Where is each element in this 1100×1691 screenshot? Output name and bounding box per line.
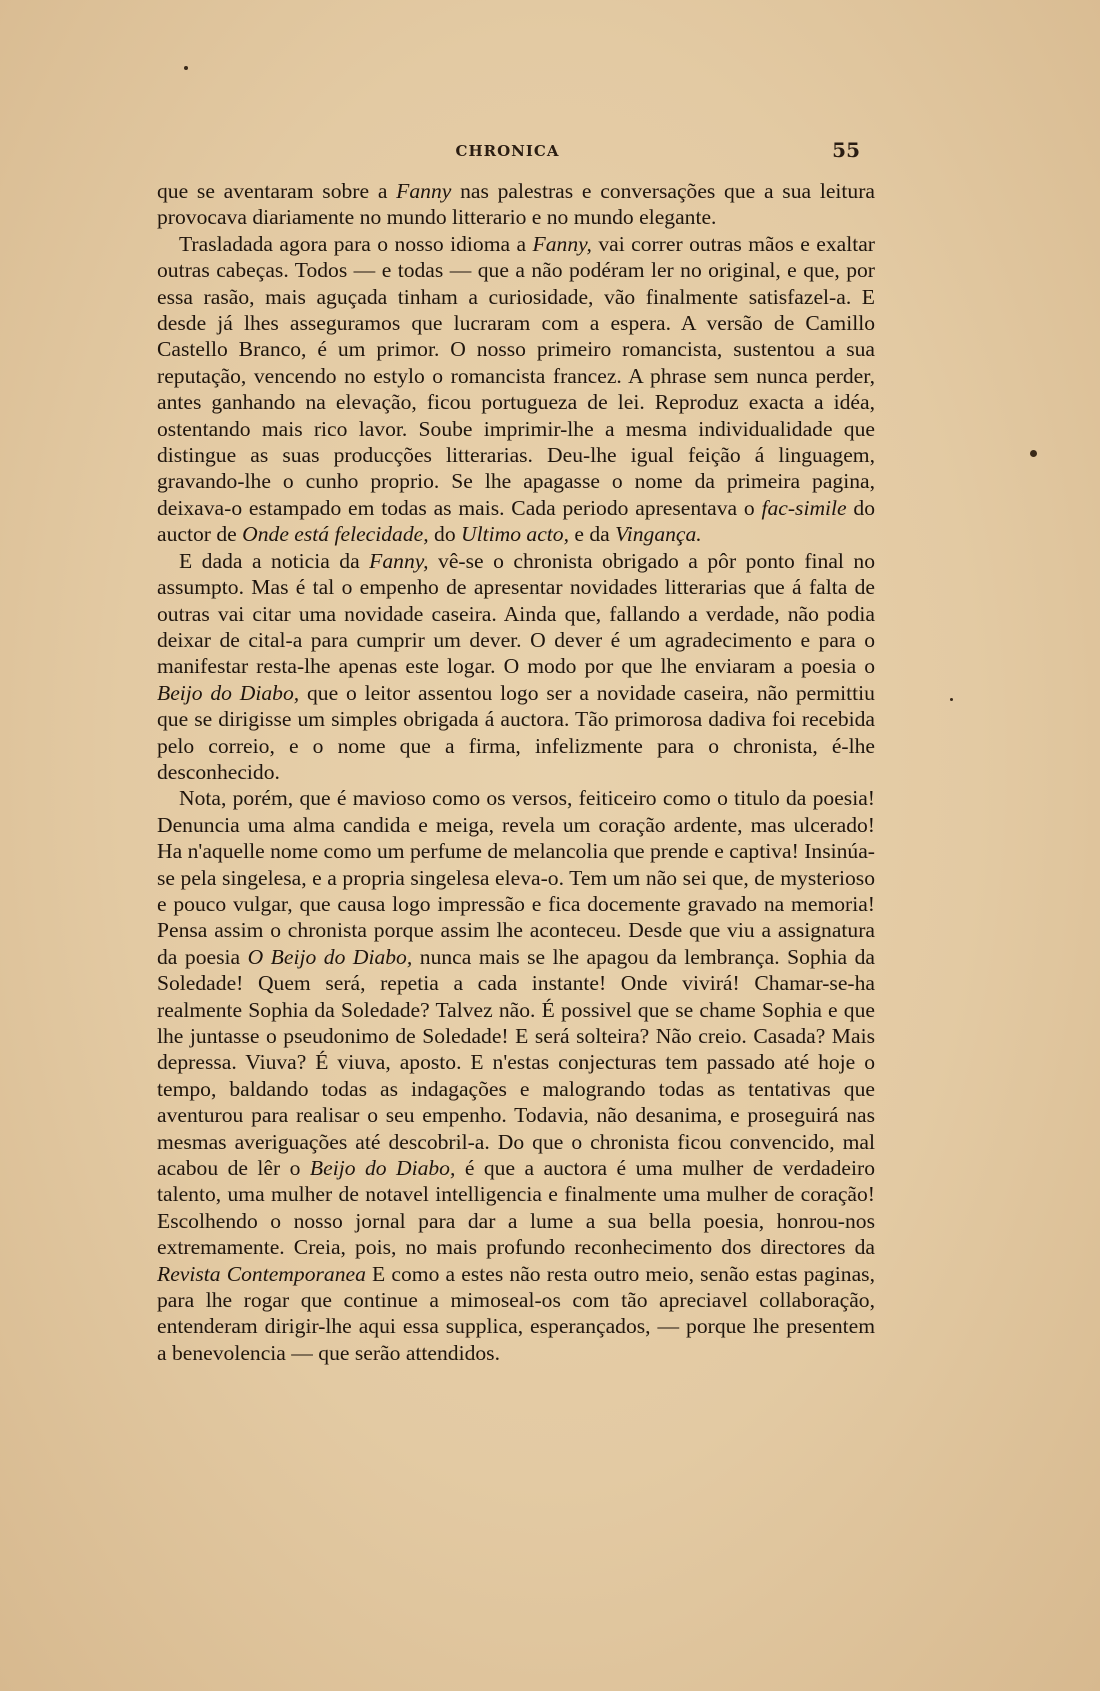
text-run: e da (568, 522, 616, 547)
paper-speck (950, 698, 953, 701)
italic-text: Beijo do Diabo, (157, 680, 300, 705)
italic-text: Onde está felecidade, (242, 522, 429, 547)
text-run: Trasladada agora para o nosso idioma a (179, 231, 533, 256)
italic-text: Revista Contemporanea (157, 1261, 366, 1286)
text-run: nas palestras e conversações que a sua leitura provocava diariamente no mundo litterario e no mundo elegante. (157, 179, 875, 230)
italic-text: fac-simile (761, 495, 847, 520)
italic-text: Vingança. (615, 522, 702, 547)
italic-text: Beijo do Diabo, (309, 1156, 456, 1181)
paragraph (157, 785, 875, 1366)
text-run: do auctor de (157, 495, 876, 547)
text-run: nunca mais se lhe apagou da lembrança. Sophia da Soledade! Quem será, repetia a cada instante! Onde vivirá! Chamar-se-ha realmente Sophia da Soledade? Talvez não. É possivel que se chame Sophia e que lhe juntasse o pseudonimo de Soledade! E será solteira? Não creio. Casada? Mais depressa. Viuva? É viuva, aposto. E n'estas conjecturas tem passado até hoje o tempo, baldando todas as indagações e malogrando todas as tentativas que aventurou para realisar o seu empenho. Todavia, não desanima, e proseguirá nas mesmas averiguações até descobril-a. Do que o chronista ficou convencido, mal acabou de lêr o (157, 944, 876, 1181)
text-run: que se aventaram sobre a (157, 179, 397, 203)
text-run: que o leitor assentou logo ser a novidade caseira, não permittiu que se dirigisse um simples obrigada á auctora. Tão primorosa dadiva foi recebida pelo correio, e o nome que a firma, infelizmente para o chronista, é-lhe desconhecido. (157, 680, 875, 784)
paper-speck (1030, 450, 1037, 457)
text-run: é que a auctora é uma mulher de verdadeiro talento, uma mulher de notavel intelligencia e finalmente uma mulher de coração! Escolhendo o nosso jornal para dar a lume a sua bella poesia, honrou-nos extremamente. Creia, pois, no mais profundo reconhecimento dos directores da (157, 1156, 875, 1260)
paper-speck (184, 66, 188, 70)
text-run: E dada a noticia da (179, 548, 370, 573)
italic-text: Fanny (396, 179, 452, 203)
text-run: E como a estes não resta outro meio, senão estas paginas, para lhe rogar que continue a mimoseal-os com tão apreciavel collaboração, entenderam dirigir-lhe aqui essa supplica, esperançados, — porque lhe presentem a benevolencia — que serão attendidos. (157, 1261, 875, 1365)
page-number: 55 (832, 138, 860, 162)
italic-text: Fanny, (532, 231, 592, 256)
text-run: Nota, porém, que é mavioso como os versos, feiticeiro como o titulo da poesia! Denuncia uma alma candida e meiga, revela um coração ardente, mas ulcerado! Ha n'aquelle nome como um perfume de melancolia que prende e captiva! Insinúa-se pela singelesa, e a propria singelesa eleva-o. Tem um não sei que, de mysterioso e pouco vulgar, que causa logo impressão e fica docemente gravado na memoria! Pensa assim o chronista porque assim lhe aconteceu. Desde que viu a assignatura da poesia (157, 786, 875, 969)
italic-text: O Beijo do Diabo, (247, 944, 413, 969)
body-text (157, 178, 875, 1366)
text-run: vai correr outras mãos e exaltar outras cabeças. Todos — e todas — que a não podéram ler no original, e que, por essa rasão, mais aguçada tinham a curiosidade, vão finalmente satisfazel-a. E desde já lhes asseguramos que lucraram com a espera. A versão de Camillo Castello Branco, é um primor. O nosso primeiro romancista, sustentou a sua reputação, vencendo no estylo o romancista francez. A phrase sem nunca perder, antes ganhando na elevação, ficou portugueza de lei. Reproduz exacta a idéa, ostentando mais rico lavor. Soube imprimir-lhe a mesma individualidade que distingue as suas producções litterarias. Deu-lhe igual feição á linguagem, gravando-lhe o cunho proprio. Se lhe apagasse o nome da primeira pagina, deixava-o estampado em todas as mais. Cada periodo apresentava o (157, 231, 875, 520)
paragraph (157, 178, 875, 231)
text-run: do (428, 522, 462, 547)
running-title: CHRONICA (455, 142, 560, 160)
italic-text: Fanny, (369, 548, 429, 573)
paragraph (157, 548, 875, 786)
paragraph (157, 231, 875, 548)
italic-text: Ultimo acto, (461, 522, 569, 547)
page-header (155, 138, 860, 168)
text-run: vê-se o chronista obrigado a pôr ponto final no assumpto. Mas é tal o empenho de apresentar novidades litterarias que á falta de outras vai citar uma novidade caseira. Ainda que, fallando a verdade, não podia deixar de cital-a para cumprir um dever. O dever é um agradecimento e para o manifestar resta-lhe apenas este logar. O modo por que lhe enviaram a poesia o (157, 548, 876, 679)
